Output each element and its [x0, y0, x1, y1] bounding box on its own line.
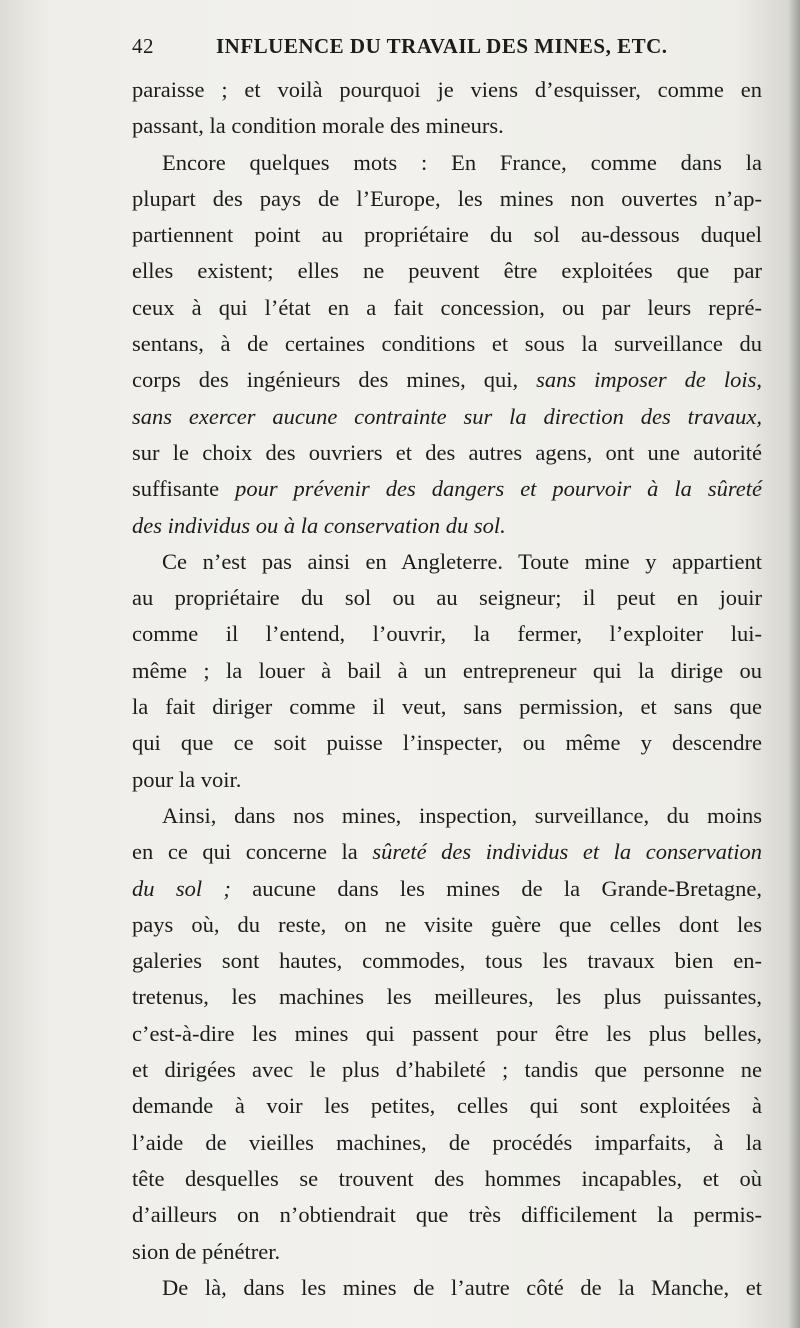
paragraph-start-line: Ainsi, dans nos mines, inspection, surveillance, du moins — [162, 802, 762, 828]
italic-text-run: sans exercer aucune contrainte sur la direction des travaux, — [132, 403, 762, 429]
text-line: l’aide de vieilles machines, de procédés imparfaits, à la — [132, 1129, 762, 1155]
text-run: suffisante — [132, 476, 220, 502]
text-line: passant, la condition morale des mineurs. — [132, 113, 504, 139]
italic-text-run: pour prévenir des dangers et pourvoir à la sûreté — [235, 476, 762, 502]
paragraph-start-line: Encore quelques mots : En France, comme dans la — [162, 149, 762, 175]
text-line: sion de pénétrer. — [132, 1238, 281, 1264]
text-line: galeries sont hautes, commodes, tous les travaux bien en- — [132, 948, 762, 974]
text-line: plupart des pays de l’Europe, les mines non ouvertes n’ap- — [132, 185, 762, 211]
text-line: pays où, du reste, on ne visite guère que celles dont les — [132, 911, 762, 937]
text-line — [132, 362, 762, 398]
text-line: comme il l’entend, l’ouvrir, la fermer, l’exploiter lui- — [132, 621, 762, 647]
text-line: d’ailleurs on n’obtiendrait que très difficilement la permis- — [132, 1202, 762, 1228]
text-run: en ce qui concerne la — [132, 839, 358, 865]
body-text — [132, 72, 762, 1306]
text-line — [132, 834, 762, 870]
running-title: INFLUENCE DU TRAVAIL DES MINES, ETC. — [216, 34, 668, 58]
italic-text-run: sans imposer de lois, — [536, 367, 762, 393]
text-line: même ; la louer à bail à un entrepreneur qui la dirige ou — [132, 657, 762, 683]
text-run: aucune dans les mines de la Grande-Bretagne, — [252, 875, 763, 901]
text-run: corps des ingénieurs des mines, qui, — [132, 367, 519, 393]
paragraph-start-line: De là, dans les mines de l’autre côté de la Manche, et — [162, 1274, 762, 1300]
text-line: la fait diriger comme il veut, sans permission, et sans que — [132, 694, 762, 720]
text-line: pour la voir. — [132, 766, 242, 792]
text-line: sur le choix des ouvriers et des autres agens, ont une autorité — [132, 439, 762, 465]
text-line: c’est-à-dire les mines qui passent pour être les plus belles, — [132, 1020, 762, 1046]
text-line — [132, 399, 762, 435]
paragraph-start-line: Ce n’est pas ainsi en Angleterre. Toute mine y appartient — [162, 548, 762, 574]
page-number: 42 — [132, 34, 154, 58]
italic-text-run: du sol ; — [132, 875, 231, 901]
text-line: tête desquelles se trouvent des hommes incapables, et où — [132, 1165, 762, 1191]
text-line: ceux à qui l’état en a fait concession, ou par leurs repré- — [132, 294, 762, 320]
text-line: elles existent; elles ne peuvent être exploitées que par — [132, 258, 762, 284]
page-edge-shadow — [788, 0, 800, 1328]
text-line: et dirigées avec le plus d’habileté ; tandis que personne ne — [132, 1057, 762, 1083]
text-line — [132, 471, 762, 507]
italic-text-run: sûreté des individus et la conservation — [372, 839, 763, 865]
text-line: tretenus, les machines les meilleures, les plus puissantes, — [132, 984, 762, 1010]
text-line — [132, 508, 762, 544]
text-line: qui que ce soit puisse l’inspecter, ou même y descendre — [132, 730, 762, 756]
text-line: partiennent point au propriétaire du sol au-dessous duquel — [132, 222, 762, 248]
italic-text-run: des individus ou à la conservation du sol. — [132, 512, 506, 538]
text-line: sentans, à de certaines conditions et sous la surveillance du — [132, 331, 762, 357]
text-line: paraisse ; et voilà pourquoi je viens d’esquisser, comme en — [132, 77, 762, 102]
text-line: demande à voir les petites, celles qui sont exploitées à — [132, 1093, 762, 1119]
text-line — [132, 871, 762, 907]
text-line: au propriétaire du sol ou au seigneur; il peut en jouir — [132, 585, 762, 611]
running-head — [132, 34, 760, 64]
